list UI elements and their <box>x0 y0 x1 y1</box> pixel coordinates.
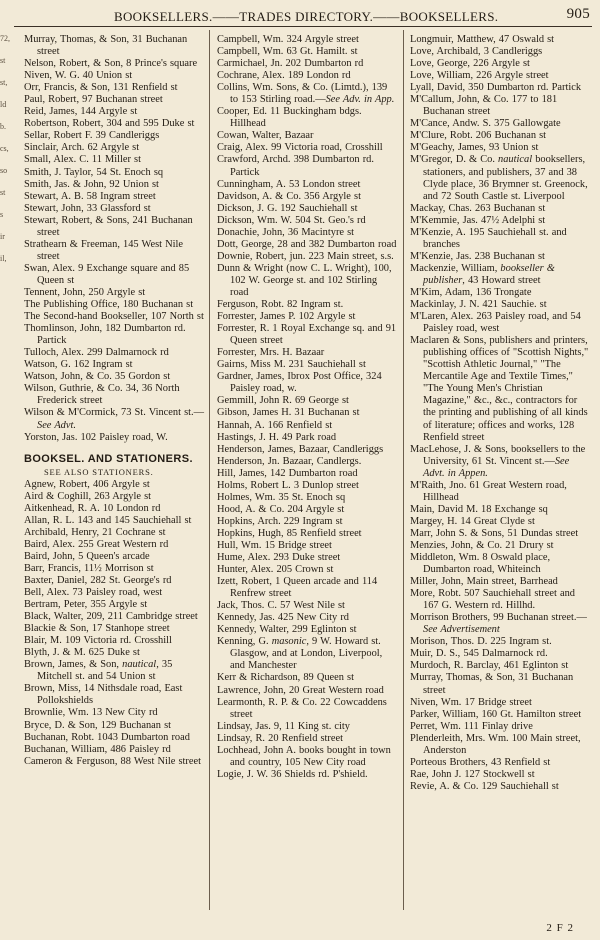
directory-entry: Perret, Wm. 111 Finlay drive <box>410 720 533 732</box>
directory-entry: Thomlinson, John, 182 Dumbarton rd. Partick <box>24 323 186 347</box>
directory-entry: Hannah, A. 166 Renfield st <box>217 419 333 431</box>
directory-entry: Niven, Wm. 17 Bridge street <box>410 696 532 708</box>
directory-entry: Baxter, Daniel, 282 St. George's rd <box>24 574 172 586</box>
directory-entry: Buchanan, William, 486 Paisley rd <box>24 743 171 755</box>
directory-entry: Buchanan, Robt. 1043 Dumbarton road <box>24 731 190 743</box>
directory-entry: Gardner, James, Ibrox Post Office, 324 Paisley road, w. <box>217 371 382 395</box>
directory-entry: Love, George, 226 Argyle st <box>410 58 530 70</box>
spine-mark: ir <box>0 232 5 241</box>
directory-entry: Lawrence, John, 20 Great Western road <box>217 684 384 696</box>
directory-entry: Hunter, Alex. 205 Crown st <box>217 564 334 576</box>
directory-entry: Bryce, D. & Son, 129 Buchanan st <box>24 719 172 731</box>
directory-entry: Maclaren & Sons, publishers and printers, publishing offices of "Scottish Nights," "Scottish Athletic Journal," "The Mercantile Age and Textile Times," "The Young Men's Christian Magazine," &c., &c., contractors for the printing and publishing of all kinds of literature; offices and works, 128 Renfield street <box>410 335 589 443</box>
directory-entry: Robertson, Robert, 304 and 595 Duke st <box>24 118 195 130</box>
directory-entry: M'Geachy, James, 93 Union st <box>410 142 539 154</box>
directory-entry: Kenning, G. masonic, 9 W. Howard st. Glasgow, and at London, Liverpool, and Manchester <box>217 636 383 672</box>
directory-entry: Cochrane, Alex. 189 London rd <box>217 70 351 82</box>
directory-entry: Davidson, A. & Co. 356 Argyle st <box>217 190 361 202</box>
directory-entry: Agnew, Robert, 406 Argyle st <box>24 478 150 490</box>
directory-entry: Holmes, Wm. 35 St. Enoch sq <box>217 491 346 503</box>
directory-entry: Hume, Alex. 293 Duke street <box>217 552 341 564</box>
directory-entry: Lochhead, John A. books bought in town and country, 105 New City road <box>217 744 391 768</box>
directory-entry: Cooper, Ed. 11 Buckingham bdgs. Hillhead <box>217 106 362 130</box>
directory-entry: Muir, D. S., 545 Dalmarnock rd. <box>410 648 548 660</box>
directory-entry: Craig, Alex. 99 Victoria road, Crosshill <box>217 142 383 154</box>
directory-entry: Donachie, John, 36 Macintyre st <box>217 226 355 238</box>
directory-entry: Watson, John, & Co. 35 Gordon st <box>24 371 171 383</box>
column-3 <box>410 34 592 793</box>
directory-entry: Revie, A. & Co. 129 Sauchiehall st <box>410 780 559 792</box>
directory-entry: Plenderleith, Mrs. Wm. 100 Main street, Anderston <box>410 732 581 756</box>
directory-entry: Lindsay, Jas. 9, 11 King st. city <box>217 720 350 732</box>
directory-entry: M'Kemmie, Jas. 47½ Adelphi st <box>410 214 546 226</box>
directory-entry: Sellar, Robert F. 39 Candleriggs <box>24 130 160 142</box>
column-divider <box>403 30 404 910</box>
header-titles <box>114 9 498 25</box>
directory-entry: Kennedy, Walter, 299 Eglinton st <box>217 624 357 636</box>
spine-mark: il, <box>0 254 7 263</box>
directory-entry: Rae, John J. 127 Stockwell st <box>410 768 535 780</box>
directory-entry: Archibald, Henry, 21 Cochrane st <box>24 526 166 538</box>
directory-entry: Dickson, J. G. 192 Sauchiehall st <box>217 202 358 214</box>
spine-mark: st, <box>0 78 8 87</box>
column-divider <box>209 30 210 910</box>
directory-entry: Dott, George, 28 and 382 Dumbarton road <box>217 238 397 250</box>
directory-entry: Niven, W. G. 40 Union st <box>24 70 133 82</box>
directory-entry: Henderson, James, Bazaar, Candleriggs <box>217 443 384 455</box>
directory-entry: Stewart, A. B. 58 Ingram street <box>24 190 156 202</box>
directory-entry: MacLehose, J. & Sons, booksellers to the University, 61 St. Vincent st.—See Advt. in Appen. <box>410 443 586 479</box>
directory-entry: Orr, Francis, & Son, 131 Renfield st <box>24 82 178 94</box>
directory-entry: M'Clure, Robt. 206 Buchanan st <box>410 130 547 142</box>
directory-entry: Carmichael, Jn. 202 Dumbarton rd <box>217 58 364 70</box>
directory-entry: Longmuir, Matthew, 47 Oswald st <box>410 34 555 45</box>
directory-entry: Menzies, John, & Co. 21 Drury st <box>410 539 554 551</box>
section-heading: BOOKSEL. AND STATIONERS. <box>24 452 193 465</box>
signature-mark: 2 F 2 <box>546 922 574 934</box>
directory-entry: Baird, Alex. 255 Great Western rd <box>24 538 169 550</box>
directory-entry: Middleton, Wm. 8 Oswald place, Dumbarton road, Whiteinch <box>410 552 551 576</box>
directory-entry: Campbell, Wm. 63 Gt. Hamilt. st <box>217 46 358 58</box>
directory-entry: Ferguson, Robt. 82 Ingram st. <box>217 299 344 311</box>
directory-entry: Hill, James, 142 Dumbarton road <box>217 467 358 479</box>
spine-mark: ld <box>0 100 7 109</box>
directory-entry: The Second-hand Bookseller, 107 North st <box>24 311 204 323</box>
directory-entry: Smith, J. Taylor, 54 St. Enoch sq <box>24 166 164 178</box>
directory-entry: M'Raith, Jno. 61 Great Western road, Hillhead <box>410 479 567 503</box>
directory-entry: Campbell, Wm. 324 Argyle street <box>217 34 359 45</box>
directory-entry: Reid, James, 144 Argyle st <box>24 106 138 118</box>
directory-entry: Porteous Brothers, 43 Renfield st <box>410 756 551 768</box>
directory-entry: Wilson, Guthrie, & Co. 34, 36 North Frederick street <box>24 383 180 407</box>
header-center: TRADES DIRECTORY. <box>239 9 374 24</box>
header-right: BOOKSELLERS. <box>399 9 499 24</box>
spine-mark: s <box>0 210 4 219</box>
header-rule <box>14 26 592 27</box>
directory-entry: Bertram, Peter, 355 Argyle st <box>24 599 148 611</box>
directory-entry: Love, Archibald, 3 Candleriggs <box>410 46 543 58</box>
spine-mark: so <box>0 166 8 175</box>
directory-entry: Murray, Thomas, & Son, 31 Buchanan street <box>24 34 188 58</box>
directory-entry: Margey, H. 14 Great Clyde st <box>410 515 535 527</box>
directory-entry: Hood, A. & Co. 204 Argyle st <box>217 503 345 515</box>
spine-mark: 72, <box>0 34 10 43</box>
directory-entry: Murray, Thomas, & Son, 31 Buchanan street <box>410 672 574 696</box>
directory-entry: Brown, Miss, 14 Nithsdale road, East Pollokshields <box>24 683 183 707</box>
directory-entry: Blyth, J. & M. 625 Duke st <box>24 647 140 659</box>
directory-entry: Forrester, Mrs. H. Bazaar <box>217 347 325 359</box>
directory-entry: Logie, J. W. 36 Shields rd. P'shield. <box>217 768 368 780</box>
directory-entry: Baird, John, 5 Queen's arcade <box>24 550 150 562</box>
directory-entry: Dickson, Wm. W. 504 St. Geo.'s rd <box>217 214 366 226</box>
directory-entry: M'Gregor, D. & Co. nautical booksellers, stationers, and publishers, 37 and 38 Clyde place, 36 Brymner st. Greenock, and 72 South Castle st. Liverpool <box>410 154 588 202</box>
directory-entry: Black, Walter, 209, 211 Cambridge street <box>24 611 198 623</box>
directory-entry: Marr, John S. & Sons, 51 Dundas street <box>410 527 579 539</box>
directory-entry: Mackinlay, J. N. 421 Sauchie. st <box>410 299 547 311</box>
directory-entry: Hastings, J. H. 49 Park road <box>217 431 337 443</box>
directory-entry: Main, David M. 18 Exchange sq <box>410 503 548 515</box>
directory-entry: Learmonth, R. P. & Co. 22 Cowcaddens street <box>217 696 387 720</box>
directory-entry: More, Robt. 507 Sauchiehall street and 167 G. Western rd. Hillhd. <box>410 588 575 612</box>
section-cross-reference: SEE ALSO STATIONERS. <box>44 466 154 477</box>
directory-entry: Smith, Jas. & John, 92 Union st <box>24 178 159 190</box>
directory-entry: Blair, M. 109 Victoria rd. Crosshill <box>24 635 172 647</box>
directory-entry: Stewart, Robert, & Sons, 241 Buchanan street <box>24 214 193 238</box>
column-1 <box>24 34 204 768</box>
page-number: 905 <box>566 6 590 22</box>
directory-entry: Small, Alex. C. 11 Miller st <box>24 154 141 166</box>
directory-entry: Aitkenhead, R. A. 10 London rd <box>24 502 161 514</box>
directory-entry: Tennent, John, 250 Argyle st <box>24 286 146 298</box>
directory-entry: Gibson, James H. 31 Buchanan st <box>217 407 360 419</box>
running-header <box>12 4 592 26</box>
directory-entry: Morison, Thos. D. 225 Ingram st. <box>410 636 552 648</box>
directory-entry: Tulloch, Alex. 299 Dalmarnock rd <box>24 347 169 359</box>
directory-entry: Mackenzie, William, bookseller & publisher, 43 Howard street <box>410 262 555 286</box>
directory-entry: Crawford, Archd. 398 Dumbarton rd. Partick <box>217 154 374 178</box>
directory-entry: Cunningham, A. 53 London street <box>217 178 361 190</box>
directory-entry: Brown, James, & Son, nautical, 35 Mitchell st. and 54 Union st <box>24 659 173 683</box>
directory-entry: M'Laren, Alex. 263 Paisley road, and 54 Paisley road, west <box>410 311 581 335</box>
directory-entry: Sinclair, Arch. 62 Argyle st <box>24 142 140 154</box>
directory-entry: Swan, Alex. 9 Exchange square and 85 Queen st <box>24 262 190 286</box>
directory-entry: M'Cance, Andw. S. 375 Gallowgate <box>410 118 561 130</box>
directory-entry: Stewart, John, 33 Glassford st <box>24 202 151 214</box>
binding-edge <box>0 30 10 910</box>
directory-entry: Watson, G. 162 Ingram st <box>24 359 133 371</box>
directory-entry: Strathearn & Freeman, 145 West Nile street <box>24 238 184 262</box>
spine-mark: st <box>0 56 6 65</box>
directory-entry: M'Kenzie, A. 195 Sauchiehall st. and branches <box>410 226 567 250</box>
directory-entry: Barr, Francis, 11½ Morrison st <box>24 562 154 574</box>
directory-entry: M'Callum, John, & Co. 177 to 181 Buchanan street <box>410 94 558 118</box>
directory-entry: Henderson, Jn. Bazaar, Candlergs. <box>217 455 362 467</box>
directory-entry: Bell, Alex. 73 Paisley road, west <box>24 587 163 599</box>
directory-entry: Kennedy, Jas. 425 New City rd <box>217 612 349 624</box>
directory-entry: Jack, Thos. C. 57 West Nile st <box>217 600 345 612</box>
directory-entry: Cameron & Ferguson, 88 West Nile street <box>24 755 201 767</box>
directory-entry: Downie, Robert, jun. 223 Main street, s.s. <box>217 250 394 262</box>
spine-mark: b. <box>0 122 6 131</box>
directory-entry: Parker, William, 160 Gt. Hamilton street <box>410 708 582 720</box>
directory-entry: The Publishing Office, 180 Buchanan st <box>24 299 194 311</box>
directory-entry: Miller, John, Main street, Barrhead <box>410 576 558 588</box>
directory-entry: Love, William, 226 Argyle street <box>410 70 549 82</box>
directory-entry: Lindsay, R. 20 Renfield street <box>217 732 343 744</box>
directory-entry: Kerr & Richardson, 89 Queen st <box>217 672 354 684</box>
directory-entry: Gairns, Miss M. 231 Sauchiehall st <box>217 359 366 371</box>
column-2 <box>217 34 398 781</box>
directory-entry: Gemmill, John R. 69 George st <box>217 395 349 407</box>
directory-entry: Morrison Brothers, 99 Buchanan street.—See Advertisement <box>410 612 587 636</box>
directory-entry: Blackie & Son, 17 Stanhope street <box>24 623 170 635</box>
header-left: BOOKSELLERS. <box>114 9 213 24</box>
directory-entry: Allan, R. L. 143 and 145 Sauchiehall st <box>24 514 192 526</box>
directory-entry: M'Kenzie, Jas. 238 Buchanan st <box>410 250 545 262</box>
directory-entry: Forrester, R. 1 Royal Exchange sq. and 91 Queen street <box>217 323 397 347</box>
directory-entry: Hopkins, Hugh, 85 Renfield street <box>217 527 362 539</box>
directory-entry: Murdoch, R. Barclay, 461 Eglinton st <box>410 660 569 672</box>
directory-entry: Paul, Robert, 97 Buchanan street <box>24 94 163 106</box>
directory-entry: Hopkins, Arch. 229 Ingram st <box>217 515 343 527</box>
spine-mark: st <box>0 188 6 197</box>
directory-entry: Izett, Robert, 1 Queen arcade and 114 Renfrew street <box>217 576 378 600</box>
directory-entry: Nelson, Robert, & Son, 8 Prince's square <box>24 58 198 70</box>
directory-entry: Yorston, Jas. 102 Paisley road, W. <box>24 431 168 443</box>
directory-entry: Collins, Wm. Sons, & Co. (Limtd.), 139 to 153 Stirling road.—See Adv. in App. <box>217 82 395 106</box>
directory-entry: Hull, Wm. 15 Bridge street <box>217 539 332 551</box>
directory-entry: Aird & Coghill, 263 Argyle st <box>24 490 151 502</box>
header-dash-2: —— <box>373 9 400 24</box>
directory-entry: M'Kim, Adam, 136 Trongate <box>410 286 532 298</box>
directory-entry: Mackay, Chas. 263 Buchanan st <box>410 202 546 214</box>
directory-entry: Forrester, James P. 102 Argyle st <box>217 311 356 323</box>
spine-mark: cs, <box>0 144 9 153</box>
directory-entry: Holms, Robert L. 3 Dunlop street <box>217 479 359 491</box>
directory-entry: Cowan, Walter, Bazaar <box>217 130 314 142</box>
header-dash-1: —— <box>212 9 240 24</box>
directory-entry: Lyall, David, 350 Dumbarton rd. Partick <box>410 82 582 94</box>
directory-entry: Brownlie, Wm. 13 New City rd <box>24 707 158 719</box>
directory-entry: Wilson & M'Cormick, 73 St. Vincent st.—See Advt. <box>24 407 204 431</box>
directory-entry: Dunn & Wright (now C. L. Wright), 100, 102 W. George st. and 102 Stirling road <box>217 262 392 298</box>
